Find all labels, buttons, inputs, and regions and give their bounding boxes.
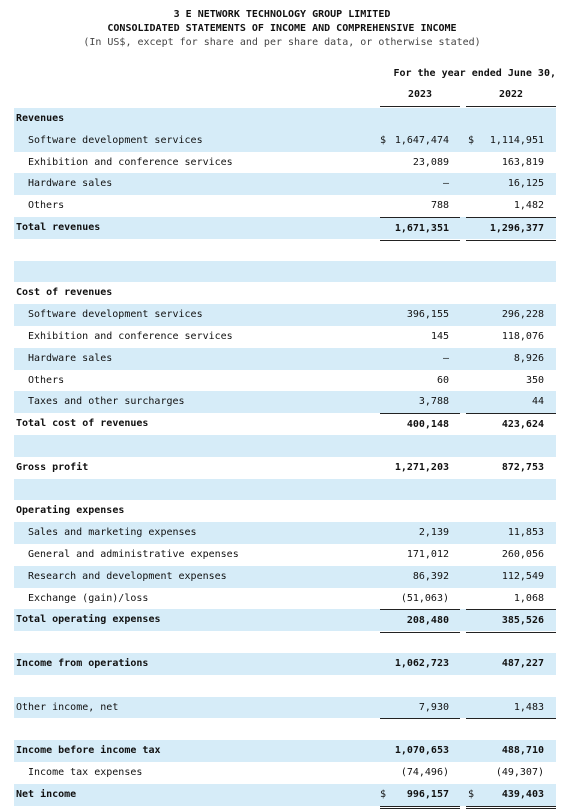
row-label: Others xyxy=(28,200,65,212)
value-2023 xyxy=(380,391,460,414)
row-label: Income before income tax xyxy=(16,745,161,757)
amount: 11,853 xyxy=(507,527,544,539)
value-2023 xyxy=(380,500,460,522)
row-label: Total operating expenses xyxy=(16,614,161,626)
value-2023 xyxy=(380,762,460,785)
table-row xyxy=(14,108,556,130)
table-row xyxy=(14,435,556,457)
value-2023 xyxy=(380,152,460,174)
value-2023 xyxy=(380,304,460,326)
amount: 1,114,951 xyxy=(489,134,544,146)
amount: 1,647,474 xyxy=(394,134,449,146)
row-label: Total cost of revenues xyxy=(16,418,149,430)
currency-symbol: $ xyxy=(380,788,387,800)
value-2022 xyxy=(466,631,556,653)
value-2022 xyxy=(466,195,556,218)
value-2023 xyxy=(380,261,460,283)
value-2023 xyxy=(380,784,460,809)
value-2022 xyxy=(466,697,556,720)
amount: 385,526 xyxy=(501,615,544,627)
period-label: For the year ended June 30, xyxy=(393,68,556,79)
amount: 423,624 xyxy=(501,419,544,431)
value-2023 xyxy=(380,718,460,740)
amount: 23,089 xyxy=(412,156,449,168)
table-row xyxy=(14,457,556,479)
table-row xyxy=(14,718,556,740)
value-2022 xyxy=(466,348,556,370)
amount: 872,753 xyxy=(501,461,544,473)
value-2022 xyxy=(466,718,556,740)
currency-symbol: $ xyxy=(468,134,475,146)
amount: 208,480 xyxy=(406,615,449,627)
amount: 996,157 xyxy=(406,788,449,800)
table-row xyxy=(14,675,556,697)
value-2022 xyxy=(466,784,556,809)
amount: 1,062,723 xyxy=(394,657,449,669)
row-label: Software development services xyxy=(28,309,203,321)
table-row xyxy=(14,217,556,239)
table-row xyxy=(14,544,556,566)
table-row xyxy=(14,588,556,610)
amount: 112,549 xyxy=(501,570,544,582)
table-row xyxy=(14,609,556,631)
table-row xyxy=(14,195,556,217)
amount: 1,483 xyxy=(513,701,544,713)
value-2022 xyxy=(466,173,556,195)
value-2023 xyxy=(380,239,460,261)
value-2023 xyxy=(380,609,460,633)
amount: 1,271,203 xyxy=(394,461,449,473)
row-label: Cost of revenues xyxy=(16,287,113,299)
value-2023 xyxy=(380,195,460,218)
amount: 16,125 xyxy=(507,178,544,190)
amount: 1,068 xyxy=(513,592,544,604)
value-2022 xyxy=(466,413,556,437)
table-row xyxy=(14,370,556,392)
table-row xyxy=(14,152,556,174)
amount: 439,403 xyxy=(501,788,544,800)
year-underline xyxy=(380,106,460,107)
value-2022 xyxy=(466,457,556,479)
value-2022 xyxy=(466,544,556,566)
value-2022 xyxy=(466,609,556,633)
table-row xyxy=(14,304,556,326)
value-2023 xyxy=(380,370,460,392)
value-2023 xyxy=(380,348,460,370)
value-2023 xyxy=(380,675,460,697)
row-label: Others xyxy=(28,374,65,386)
amount: 487,227 xyxy=(501,657,544,669)
amount: 400,148 xyxy=(406,419,449,431)
table-row xyxy=(14,500,556,522)
value-2023 xyxy=(380,173,460,195)
income-statement-table xyxy=(14,108,556,806)
row-label: Hardware sales xyxy=(28,352,113,364)
value-2022 xyxy=(466,130,556,152)
value-2023 xyxy=(380,697,460,720)
amount: 145 xyxy=(430,330,449,342)
amount: (51,063) xyxy=(400,592,449,604)
value-2022 xyxy=(466,108,556,130)
value-2022 xyxy=(466,675,556,697)
table-row xyxy=(14,326,556,348)
value-2023 xyxy=(380,282,460,304)
table-row xyxy=(14,239,556,261)
value-2022 xyxy=(466,370,556,392)
row-label: Income from operations xyxy=(16,657,149,669)
year-underline xyxy=(466,106,556,107)
row-label: General and administrative expenses xyxy=(28,548,239,560)
table-row xyxy=(14,740,556,762)
value-2023 xyxy=(380,326,460,348)
value-2022 xyxy=(466,522,556,544)
amount: 1,070,653 xyxy=(394,745,449,757)
value-2023 xyxy=(380,653,460,675)
statement-note: (In US$, except for share and per share data, or otherwise stated) xyxy=(83,37,481,48)
table-row xyxy=(14,348,556,370)
table-row xyxy=(14,784,556,806)
value-2023 xyxy=(380,217,460,241)
row-label: Taxes and other surcharges xyxy=(28,396,185,408)
amount: (49,307) xyxy=(495,766,544,778)
amount: 171,012 xyxy=(406,548,449,560)
amount: 1,482 xyxy=(513,200,544,212)
amount: — xyxy=(442,178,449,190)
value-2023 xyxy=(380,631,460,653)
year-header-2023: 2023 xyxy=(407,89,433,100)
value-2023 xyxy=(380,130,460,152)
row-label: Total revenues xyxy=(16,221,101,233)
value-2022 xyxy=(466,261,556,283)
amount: 7,930 xyxy=(418,701,449,713)
row-label: Exhibition and conference services xyxy=(28,330,233,342)
row-label: Software development services xyxy=(28,134,203,146)
value-2023 xyxy=(380,588,460,611)
row-label: Gross profit xyxy=(16,461,89,473)
row-label: Exhibition and conference services xyxy=(28,156,233,168)
currency-symbol: $ xyxy=(380,134,387,146)
row-label: Hardware sales xyxy=(28,178,113,190)
amount: 118,076 xyxy=(501,330,544,342)
amount: 163,819 xyxy=(501,156,544,168)
table-row xyxy=(14,413,556,435)
amount: 3,788 xyxy=(418,396,449,408)
amount: 86,392 xyxy=(412,570,449,582)
table-row xyxy=(14,762,556,784)
value-2023 xyxy=(380,566,460,588)
value-2022 xyxy=(466,740,556,762)
value-2023 xyxy=(380,457,460,479)
amount: 60 xyxy=(436,374,449,386)
amount: (74,496) xyxy=(400,766,449,778)
amount: 350 xyxy=(525,374,544,386)
statement-title: CONSOLIDATED STATEMENTS OF INCOME AND COMPREHENSIVE INCOME xyxy=(107,23,457,34)
value-2023 xyxy=(380,544,460,566)
currency-symbol: $ xyxy=(468,788,475,800)
row-label: Operating expenses xyxy=(16,505,125,517)
table-row xyxy=(14,479,556,501)
table-row xyxy=(14,566,556,588)
value-2022 xyxy=(466,566,556,588)
value-2023 xyxy=(380,413,460,437)
value-2022 xyxy=(466,239,556,261)
table-row xyxy=(14,631,556,653)
value-2022 xyxy=(466,326,556,348)
value-2023 xyxy=(380,435,460,457)
value-2023 xyxy=(380,479,460,501)
amount: 2,139 xyxy=(418,527,449,539)
value-2022 xyxy=(466,391,556,414)
table-row xyxy=(14,653,556,675)
row-label: Other income, net xyxy=(16,701,119,713)
row-label: Revenues xyxy=(16,113,65,124)
amount: 1,671,351 xyxy=(394,222,449,234)
table-row xyxy=(14,173,556,195)
table-row xyxy=(14,697,556,719)
table-row xyxy=(14,391,556,413)
table-row xyxy=(14,261,556,283)
row-label: Exchange (gain)/loss xyxy=(28,592,149,604)
amount: 488,710 xyxy=(501,745,544,757)
value-2022 xyxy=(466,304,556,326)
value-2022 xyxy=(466,500,556,522)
value-2022 xyxy=(466,479,556,501)
table-row xyxy=(14,130,556,152)
value-2022 xyxy=(466,653,556,675)
table-row xyxy=(14,282,556,304)
amount: 44 xyxy=(531,396,544,408)
value-2022 xyxy=(466,152,556,174)
value-2022 xyxy=(466,217,556,241)
row-label: Research and development expenses xyxy=(28,570,227,582)
row-label: Sales and marketing expenses xyxy=(28,527,197,539)
value-2022 xyxy=(466,282,556,304)
amount: 296,228 xyxy=(501,309,544,321)
value-2022 xyxy=(466,588,556,611)
row-label: Net income xyxy=(16,788,77,800)
amount: 788 xyxy=(430,200,449,212)
company-name: 3 E NETWORK TECHNOLOGY GROUP LIMITED xyxy=(173,9,391,20)
amount: 1,296,377 xyxy=(489,222,544,234)
row-label: Income tax expenses xyxy=(28,766,143,778)
amount: 260,056 xyxy=(501,548,544,560)
value-2022 xyxy=(466,435,556,457)
value-2022 xyxy=(466,762,556,785)
amount: 396,155 xyxy=(406,309,449,321)
value-2023 xyxy=(380,108,460,130)
table-row xyxy=(14,522,556,544)
year-header-2022: 2022 xyxy=(498,89,524,100)
value-2023 xyxy=(380,522,460,544)
value-2023 xyxy=(380,740,460,762)
amount: — xyxy=(442,352,449,364)
amount: 8,926 xyxy=(513,352,544,364)
